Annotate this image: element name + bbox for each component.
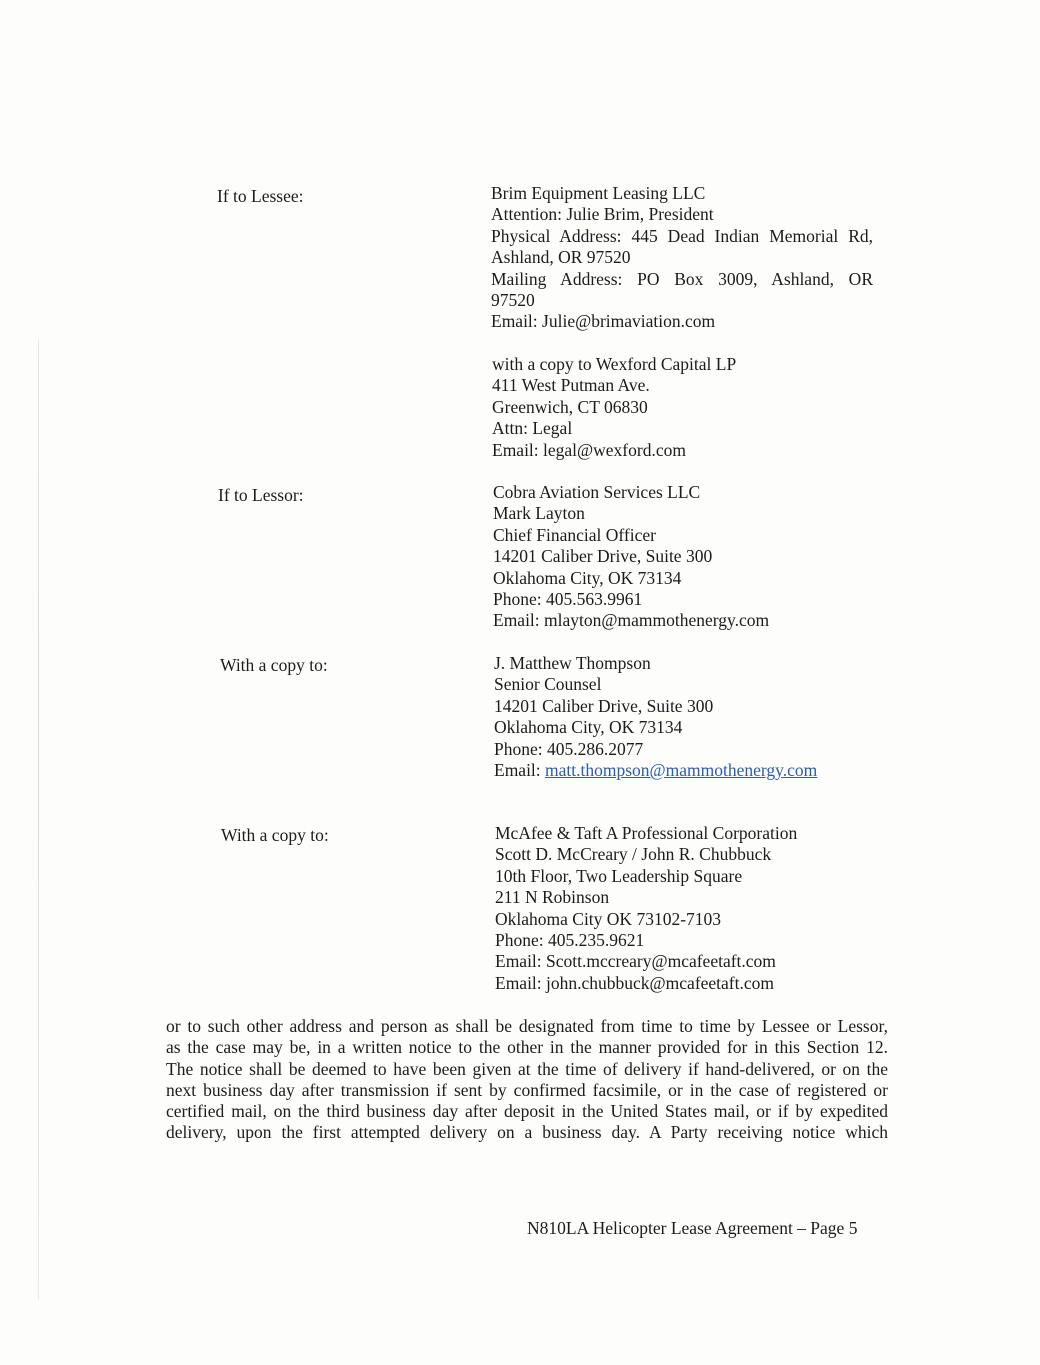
notice-paragraph — [166, 1016, 888, 1144]
copy1-label: With a copy to: — [220, 655, 328, 675]
lessee-copy-line: with a copy to Wexford Capital LP — [492, 354, 737, 374]
lessor-address-block — [493, 482, 769, 632]
lessee-email: Email: Julie@brimaviation.com — [491, 311, 716, 332]
copy2-label: With a copy to: — [221, 825, 329, 845]
page-footer: N810LA Helicopter Lease Agreement – Page 5 — [527, 1218, 858, 1238]
lessee-line: Ashland, OR 97520 — [491, 247, 631, 268]
copy1-line: Oklahoma City, OK 73134 — [494, 717, 683, 738]
lessee-copy-line: Greenwich, CT 06830 — [492, 396, 648, 417]
copy2-line: Scott D. McCreary / John R. Chubbuck — [495, 844, 772, 865]
copy2-line: McAfee & Taft A Professional Corporation — [495, 823, 798, 843]
paragraph-line: next business day after transmission if sent by confirmed facsimile, or in the case of registered or — [166, 1079, 888, 1100]
paragraph-line: certified mail, on the third business day after deposit in the United States mail, or if by expedited — [166, 1101, 888, 1122]
copy2-address-block — [495, 823, 797, 994]
copy2-line: 10th Floor, Two Leadership Square — [495, 865, 743, 886]
copy2-line: Oklahoma City OK 73102-7103 — [495, 908, 722, 929]
copy1-address-block — [494, 653, 817, 781]
lessee-label: If to Lessee: — [217, 186, 304, 206]
lessee-line: Brim Equipment Leasing LLC — [491, 183, 706, 203]
lessor-line: Oklahoma City, OK 73134 — [493, 567, 682, 588]
lessor-email: Email: mlayton@mammothenergy.com — [493, 610, 770, 631]
copy1-line: Phone: 405.286.2077 — [494, 738, 644, 759]
lessee-line: 97520 — [491, 289, 535, 310]
lessor-line: 14201 Caliber Drive, Suite 300 — [493, 546, 713, 567]
copy2-line: 211 N Robinson — [495, 887, 610, 908]
lessor-line: Phone: 405.563.9961 — [493, 588, 643, 609]
scan-edge-line — [38, 340, 39, 1300]
lessee-copy-block — [492, 354, 736, 461]
paragraph-line: delivery, upon the first attempted delivery on a business day. A Party receiving notice which — [166, 1122, 888, 1143]
copy2-email: Email: Scott.mccreary@mcafeetaft.com — [495, 951, 776, 972]
lessee-line: Mailing Address: PO Box 3009, Ashland, OR — [491, 268, 873, 289]
lessee-address-block — [491, 183, 873, 333]
lessee-line: Physical Address: 445 Dead Indian Memorial Rd, — [491, 225, 873, 246]
copy2-line: Phone: 405.235.9621 — [495, 929, 645, 950]
lessee-line: Attention: Julie Brim, President — [491, 204, 714, 225]
lessee-copy-email: Email: legal@wexford.com — [492, 439, 686, 460]
paragraph-line: as the case may be, in a written notice to the other in the manner provided for in this Section 12. — [166, 1037, 888, 1058]
copy1-line: Senior Counsel — [494, 674, 602, 695]
lessee-copy-line: Attn: Legal — [492, 418, 573, 439]
copy2-email: Email: john.chubbuck@mcafeetaft.com — [495, 972, 775, 993]
copy1-line: 14201 Caliber Drive, Suite 300 — [494, 695, 714, 716]
lessee-copy-line: 411 West Putman Ave. — [492, 375, 650, 396]
copy1-email-line — [494, 760, 817, 781]
lessor-line: Cobra Aviation Services LLC — [493, 482, 701, 502]
copy1-email-link[interactable]: matt.thompson@mammothenergy.com — [545, 759, 818, 780]
copy1-line: J. Matthew Thompson — [494, 653, 651, 673]
paragraph-line: The notice shall be deemed to have been given at the time of delivery if hand-delivered, or on the — [166, 1058, 888, 1079]
lessor-line: Mark Layton — [493, 503, 585, 524]
lessor-line: Chief Financial Officer — [493, 524, 656, 545]
lessor-label: If to Lessor: — [218, 485, 304, 505]
paragraph-line: or to such other address and person as shall be designated from time to time by Lessee or Lessor, — [166, 1016, 888, 1036]
copy1-email-prefix: Email: — [494, 759, 546, 780]
